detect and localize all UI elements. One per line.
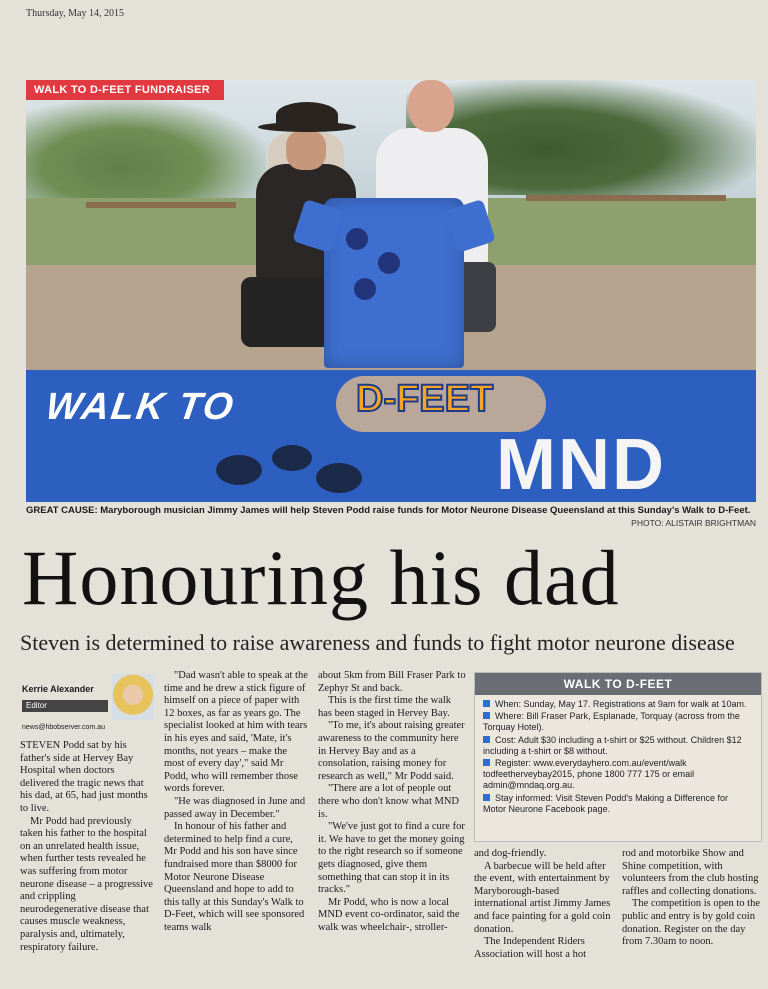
paragraph: Mr Podd, who is now a local MND event co-ordinator, said the walk was wheelchair-, stroller- — [318, 896, 460, 933]
headline: Honouring his dad — [22, 534, 620, 621]
photo-credit: PHOTO: ALISTAIR BRIGHTMAN — [631, 518, 756, 528]
bullet-square-icon — [483, 700, 490, 707]
paragraph: "Dad wasn't able to speak at the time and he drew a stick figure of himself on a piece of paper with 12 boxes, as far as years go. The specialist looked at him with tears in his eyes and said, 'Mate, it's months, not years – make the most of every day'," said Mr Podd, who will remember those words forever. — [164, 670, 308, 795]
info-item-stay-informed: Stay informed: Visit Steven Podd's Making a Difference for Motor Neurone Facebook page. — [483, 792, 729, 814]
paragraph: The Independent Riders Association will host a hot — [474, 936, 586, 960]
dateline: Thursday, May 14, 2015 — [26, 8, 124, 19]
author-email: news@hbobserver.com.au — [22, 724, 105, 731]
photo-section-tag: WALK TO D-FEET FUNDRAISER — [26, 80, 224, 100]
paragraph: rod and motorbike Show and Shine competition, with volunteers from the club hosting raffles and collecting donations. — [622, 848, 759, 897]
paragraph: Mr Podd had previously taken his father to the hospital on an unrelated health issue, when further tests revealed he was suffering from motor neurone disease – a progressive and crippling neurodegenerative disease that causes muscle weakness, paralysis and, ultimately, respiratory failure. — [20, 815, 153, 953]
article-column-3 — [318, 670, 466, 934]
byline — [22, 674, 154, 734]
blue-tshirt — [324, 198, 464, 368]
info-item-cost: Cost: Adult $30 including a t-shirt or $25 without. Children $12 including a t-shirt or $8 without. — [483, 734, 742, 756]
paragraph: This is the first time the walk has been staged in Hervey Bay. — [318, 695, 452, 719]
paragraph: STEVEN Podd sat by his father's side at Hervey Bay Hospital when doctors delivered the tragic news that his dad, at 65, had just months to live. — [20, 740, 148, 814]
paragraph: "There are a lot of people out there who don't know what MND is. — [318, 783, 459, 820]
bullet-square-icon — [483, 712, 490, 719]
info-item-where: Where: Bill Fraser Park, Esplanade, Torquay (across from the Torquay Hotel). — [483, 711, 740, 733]
paragraph: In honour of his father and determined to help find a cure, Mr Podd and his son have since fundraised more than $8000 for Motor Neurone Disease Queensland and hope to add to this tally at this Sunday's Walk to D-Feet, which will see sponsored teams walk — [164, 821, 305, 933]
paragraph: and dog-friendly. — [474, 848, 547, 859]
author-name: Kerrie Alexander — [22, 684, 94, 694]
avatar — [112, 674, 154, 720]
info-box-title: WALK TO D-FEET — [475, 673, 761, 695]
paragraph: The competition is open to the public and entry is by gold coin donation. Register on the day from 7.30am to noon. — [622, 898, 761, 948]
article-column-4 — [474, 848, 614, 961]
footprints-icon — [216, 445, 366, 495]
article-column-2 — [164, 670, 308, 934]
info-item-register: Register: www.everydayhero.com.au/event/walk todfeetherveybay2015, phone 1800 777 175 or email admin@mndaq.org.au. — [483, 758, 695, 791]
banner-mnd-text: MND — [496, 425, 666, 502]
author-role: Editor — [22, 700, 108, 712]
banner-dfeet-text: D-FEET — [356, 378, 494, 420]
photo-bench-right — [526, 195, 726, 201]
subheadline: Steven is determined to raise awareness and funds to fight motor neurone disease — [20, 630, 735, 655]
article-column-5 — [622, 848, 762, 949]
paragraph: about 5km from Bill Fraser Park to Zephyr St and back. — [318, 670, 466, 694]
event-info-box — [474, 672, 762, 842]
paragraph: "To me, it's about raising greater awareness to the community here in Hervey Bay and as a consolation, raising money for research as well," Mr Podd said. — [318, 720, 465, 782]
bullet-square-icon — [483, 759, 490, 766]
banner-walk-to-text: WALK TO — [43, 386, 238, 428]
walk-banner — [26, 370, 756, 502]
bullet-square-icon — [483, 794, 490, 801]
photo-bench-left — [86, 202, 236, 208]
photo-caption: GREAT CAUSE: Maryborough musician Jimmy James will help Steven Podd raise funds for Motor Neurone Disease Queensland at this Sunday's Walk to D-Feet. — [26, 505, 751, 516]
article-column-1 — [20, 740, 154, 954]
info-item-when: When: Sunday, May 17. Registrations at 9am for walk at 10am. — [483, 699, 753, 710]
paragraph: A barbecue will be held after the event, with entertainment by Maryborough-based international artist Jimmy James and face painting for a gold coin donation. — [474, 860, 611, 935]
bullet-square-icon — [483, 736, 490, 743]
feature-photo — [26, 80, 756, 502]
paragraph: "We've just got to find a cure for it. We have to get the money going to the right research so if someone gets diagnosed, give them something that can stop it in its tracks." — [318, 821, 465, 896]
paragraph: "He was diagnosed in June and passed away in December." — [164, 795, 306, 820]
photo-trees-left — [26, 100, 266, 210]
